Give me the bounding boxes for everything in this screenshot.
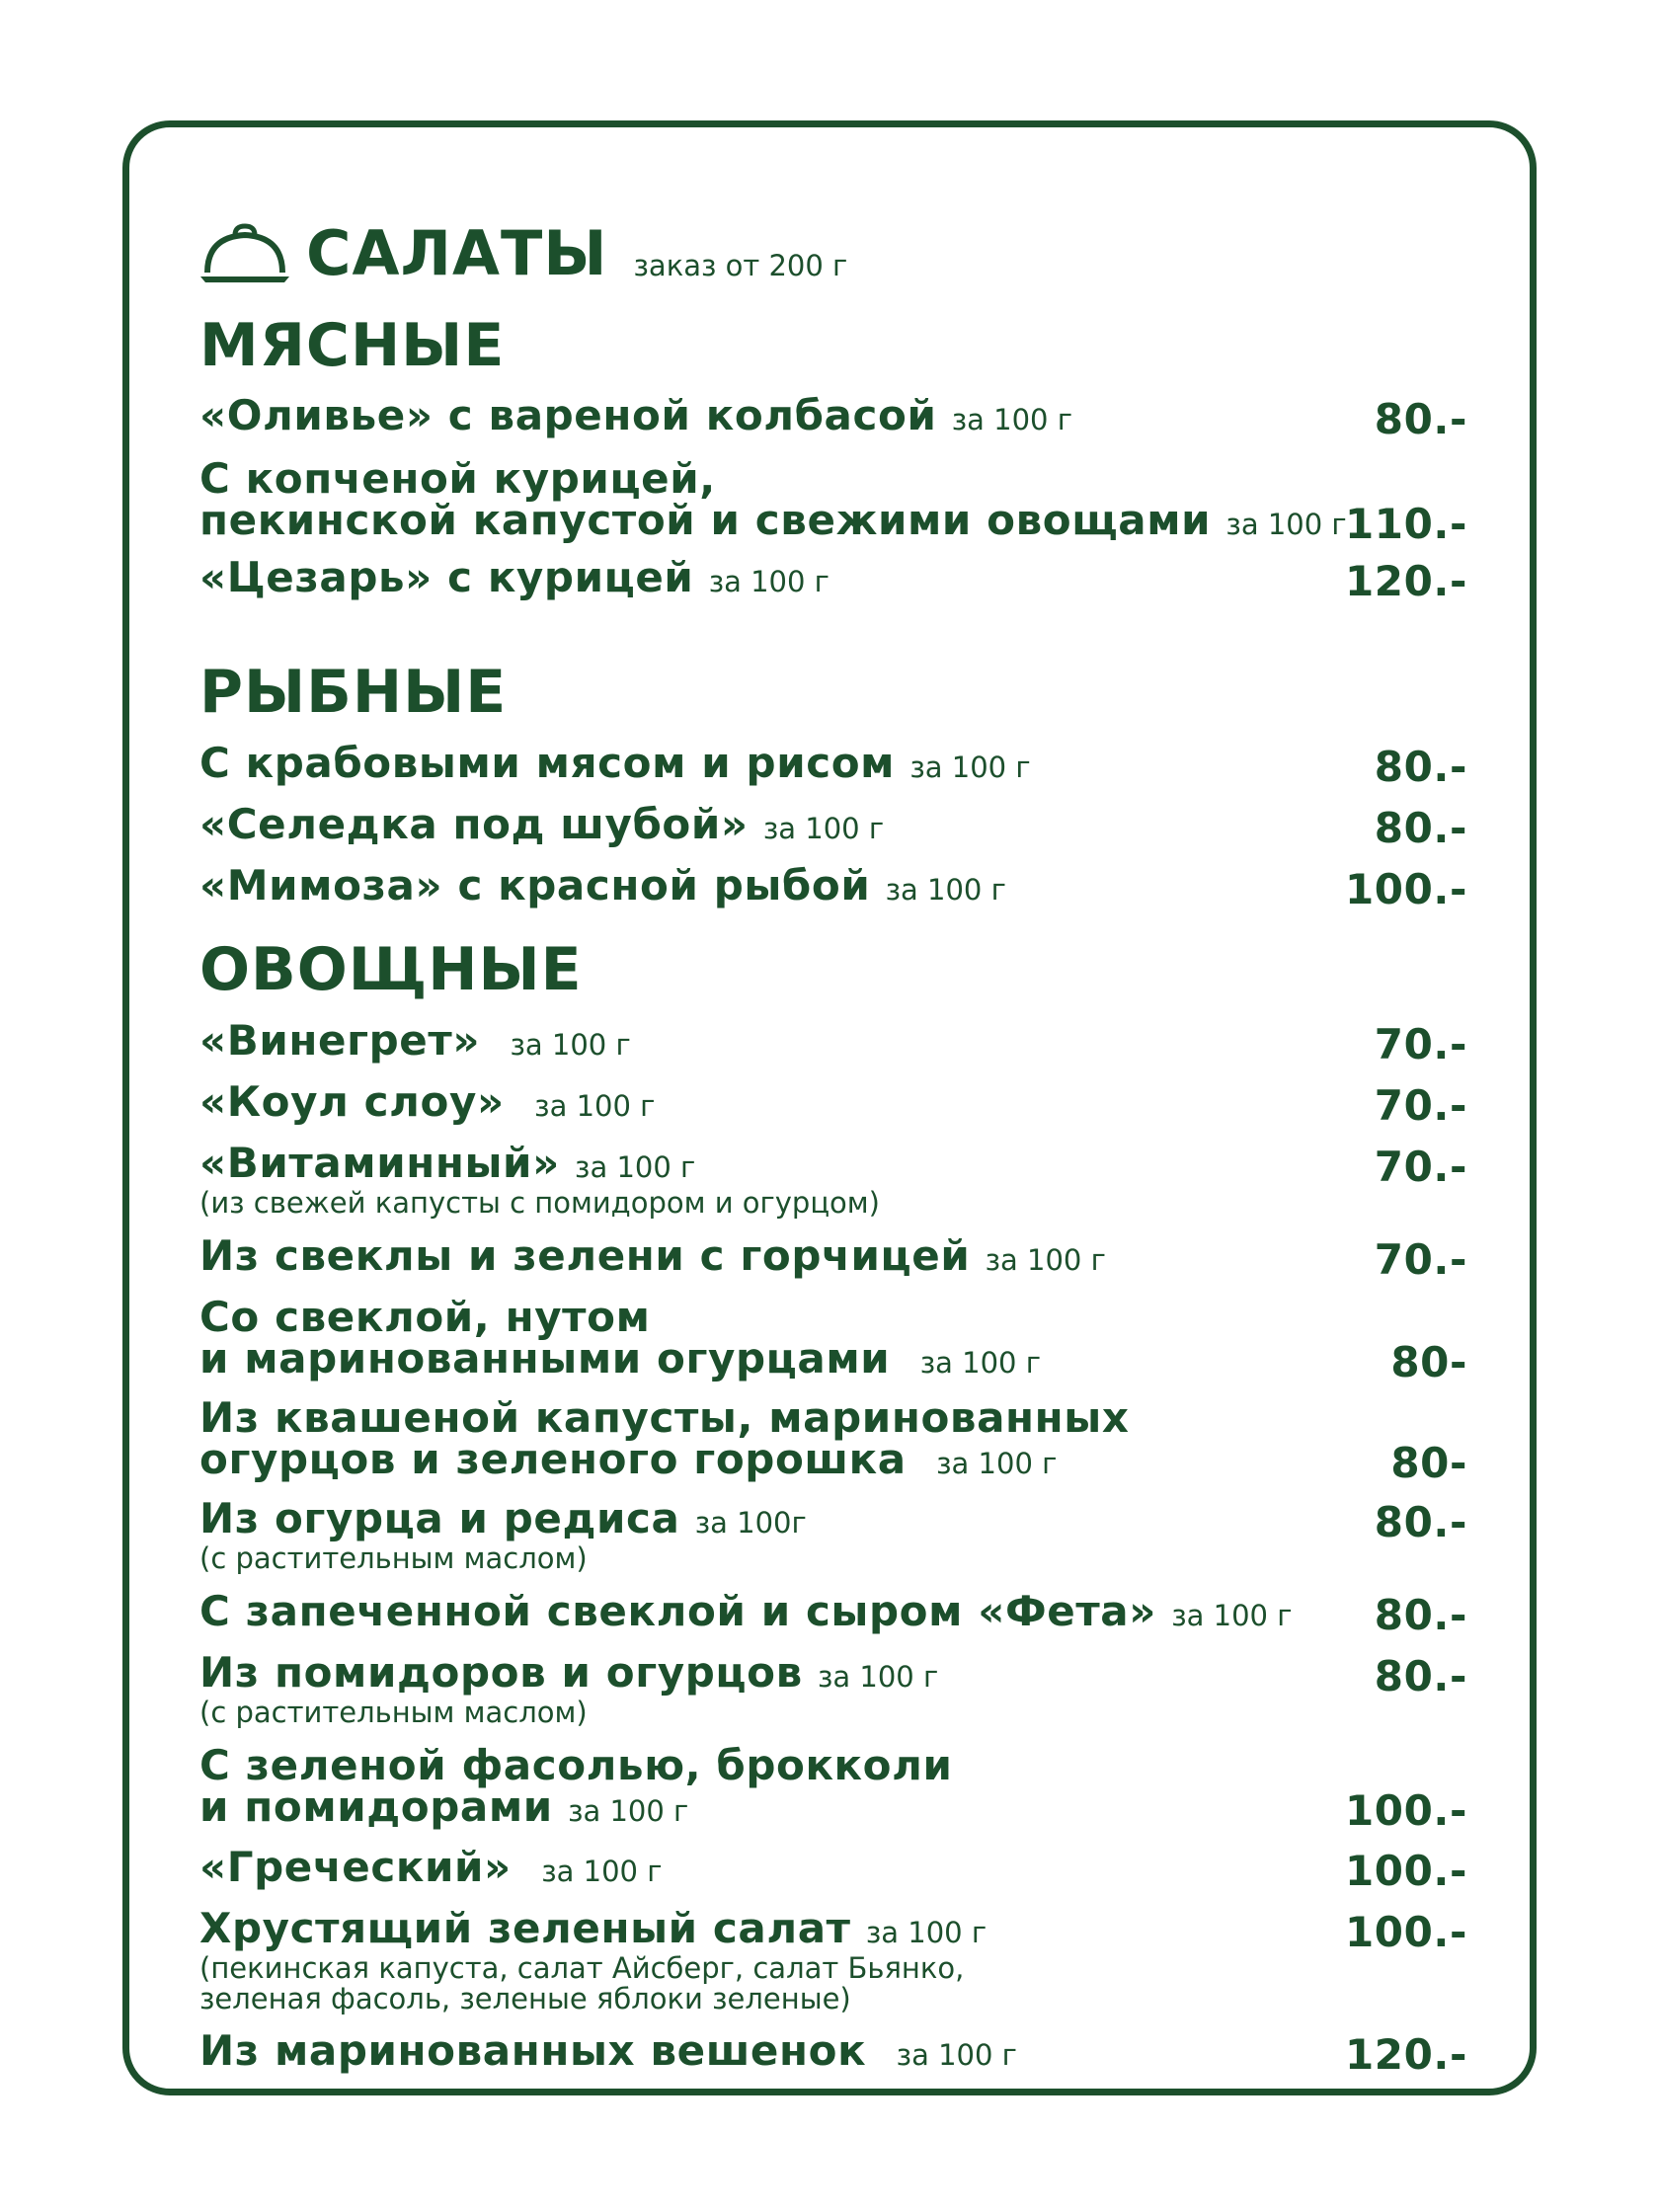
item-name: «Винегрет» (199, 1016, 481, 1065)
item-unit: за 100 г (865, 1916, 988, 1949)
item-price: 80.- (1374, 1652, 1467, 1700)
item-price: 70.- (1374, 1081, 1467, 1130)
item-description-line2: зеленая фасоль, зеленые яблоки зеленые) (199, 1982, 851, 2015)
item-name-line1: Из квашеной капусты, маринованных (199, 1393, 1130, 1442)
item-description: (пекинская капуста, салат Айсберг, салат Бьянко, (199, 1951, 965, 1985)
item-unit: за 100 г (909, 750, 1031, 784)
menu-item (199, 1904, 1467, 2015)
item-name: Хрустящий зеленый салат (199, 1904, 851, 1952)
item-unit: за 100г (694, 1506, 807, 1540)
item-unit: за 100 г (1225, 508, 1347, 541)
item-unit: за 100 г (885, 873, 1006, 907)
menu-header (198, 215, 848, 289)
item-price: 80.- (1374, 395, 1467, 443)
item-unit: за 100 г (541, 1855, 663, 1888)
item-name: и помидорами (199, 1782, 553, 1831)
section-title-fish: РЫБНЫЕ (199, 658, 508, 727)
item-unit: за 100 г (818, 1660, 939, 1694)
item-price: 80.- (1374, 743, 1467, 791)
item-name: «Оливье» с вареной колбасой (199, 391, 937, 439)
menu-item (199, 1139, 1467, 1220)
item-name: Из свеклы и зелени с горчицей (199, 1231, 971, 1280)
item-price: 100.- (1344, 865, 1467, 913)
item-name-line1: С копченой курицей, (199, 454, 716, 503)
section-title-meat: МЯСНЫЕ (199, 311, 506, 380)
item-unit: за 100 г (568, 1794, 689, 1828)
item-description: (из свежей капусты с помидором и огурцом) (199, 1186, 880, 1220)
item-name: «Селедка под шубой» (199, 800, 749, 848)
item-unit: за 100 г (762, 812, 885, 845)
item-name: «Греческий» (199, 1843, 512, 1891)
item-name: «Цезарь» с курицей (199, 553, 694, 601)
item-name: «Мимоза» с красной рыбой (199, 861, 871, 909)
item-name: С крабовыми мясом и рисом (199, 739, 896, 787)
item-name: С запеченной свеклой и сыром «Фета» (199, 1587, 1156, 1635)
item-price: 100.- (1344, 1786, 1467, 1835)
cloche-icon (198, 223, 292, 284)
menu-item (199, 1741, 1467, 1835)
item-price: 80- (1390, 1439, 1467, 1487)
item-name: Из помидоров и огурцов (199, 1648, 803, 1697)
item-name: огурцов и зеленого горошка (199, 1435, 907, 1483)
order-minimum-note: заказ от 200 г (633, 249, 848, 282)
menu-item (199, 553, 1467, 605)
menu-item (199, 1293, 1467, 1386)
menu-item (199, 861, 1467, 913)
menu-item (199, 391, 1467, 443)
item-price: 120.- (1344, 2030, 1467, 2079)
item-price: 120.- (1344, 557, 1467, 605)
item-unit: за 100 г (896, 2038, 1017, 2072)
menu-item (199, 739, 1467, 791)
item-unit: за 100 г (575, 1150, 696, 1184)
section-title-veg: ОВОЩНЫЕ (199, 935, 583, 1004)
item-price: 80.- (1374, 1591, 1467, 1639)
item-name: и маринованными огурцами (199, 1334, 891, 1382)
menu-item (199, 1648, 1467, 1729)
item-description: (с растительным маслом) (199, 1541, 588, 1575)
item-price: 70.- (1374, 1020, 1467, 1068)
menu-item (199, 1077, 1467, 1130)
menu-item (199, 2026, 1467, 2079)
item-unit: за 100 г (534, 1089, 656, 1123)
item-price: 80- (1390, 1338, 1467, 1386)
item-price: 70.- (1374, 1235, 1467, 1284)
item-name-line1: С зеленой фасолью, брокколи (199, 1741, 953, 1789)
menu-item (199, 800, 1467, 852)
item-unit: за 100 г (510, 1028, 631, 1062)
item-price: 80.- (1374, 1498, 1467, 1546)
item-unit: за 100 г (936, 1447, 1058, 1480)
item-unit: за 100 г (985, 1243, 1106, 1277)
menu-item (199, 1843, 1467, 1895)
item-name: пекинской капустой и свежими овощами (199, 496, 1212, 544)
menu-item (199, 1231, 1467, 1284)
item-description: (с растительным маслом) (199, 1696, 588, 1729)
item-price: 80.- (1374, 804, 1467, 852)
menu-item (199, 1494, 1467, 1575)
menu-item (199, 1587, 1467, 1639)
item-unit: за 100 г (919, 1346, 1041, 1380)
menu-item (199, 454, 1467, 548)
item-unit: за 100 г (1171, 1599, 1293, 1632)
item-price: 70.- (1374, 1143, 1467, 1191)
menu-item (199, 1393, 1467, 1487)
item-name: Из огурца и редиса (199, 1494, 680, 1542)
menu-item (199, 1016, 1467, 1068)
page-title: САЛАТЫ (306, 217, 608, 289)
item-price: 100.- (1344, 1908, 1467, 1956)
item-unit: за 100 г (951, 403, 1072, 436)
item-name: «Витаминный» (199, 1139, 560, 1187)
item-name-line1: Со свеклой, нутом (199, 1293, 651, 1341)
item-price: 100.- (1344, 1847, 1467, 1895)
item-price: 110.- (1344, 500, 1467, 548)
item-name: Из маринованных вешенок (199, 2026, 867, 2075)
item-unit: за 100 г (708, 565, 830, 598)
item-name: «Коул слоу» (199, 1077, 505, 1126)
